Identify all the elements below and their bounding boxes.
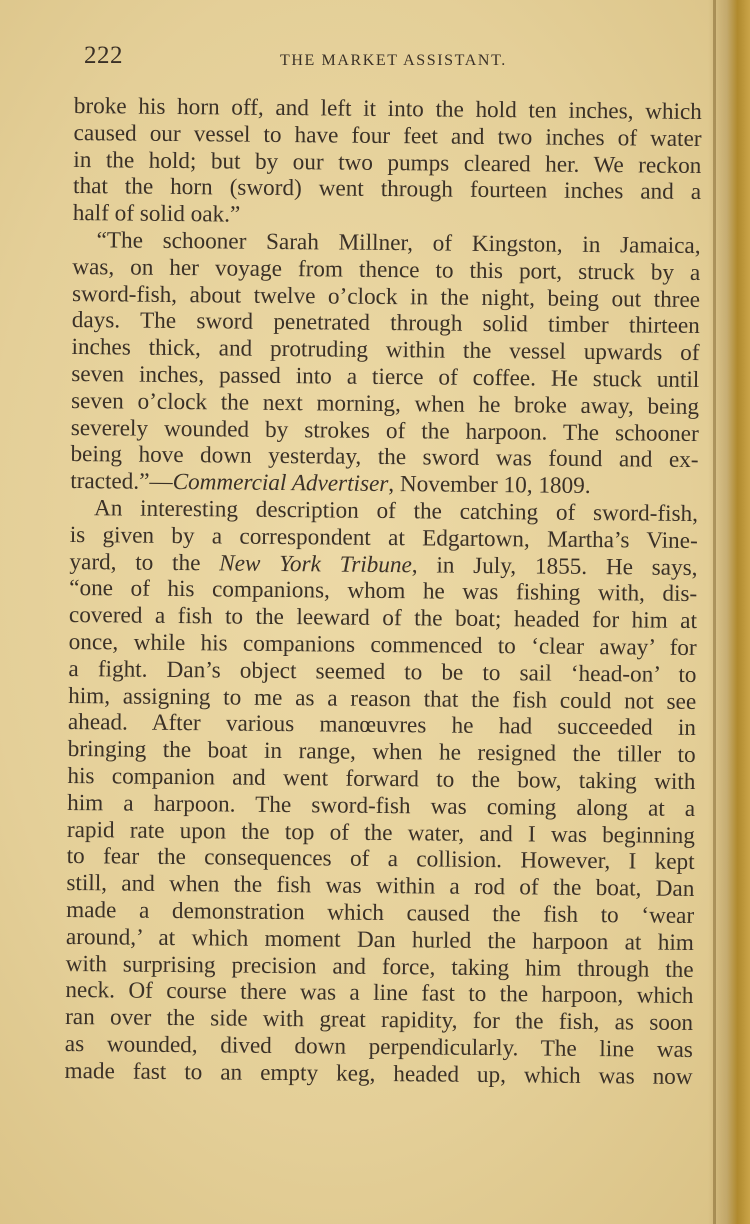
text-line: ran over the side with great rapidity, for the fish, as soon — [65, 1004, 694, 1037]
text-line: made a demonstration which caused the fish to ‘wear — [66, 896, 695, 929]
text-run: yard, to the — [69, 548, 220, 576]
page-number: 222 — [84, 42, 123, 69]
text-line: caused our vessel to have four feet and two inches of water — [73, 119, 702, 152]
italic-title: Commercial Advertiser — [172, 469, 389, 498]
text-line: ahead. After various manœuvres he had succeeded in — [67, 709, 697, 742]
text-run: , November 10, 1809. — [388, 471, 591, 500]
text-line: half of solid oak.” — [72, 200, 241, 228]
page-header — [84, 42, 704, 78]
text-line: in the hold; but by our two pumps cleared her. We reckon — [73, 146, 702, 179]
text-line: broke his horn off, and left it into the hold ten inches, which — [73, 93, 702, 126]
text-run: tracted.”— — [70, 468, 173, 496]
italic-title: New York Tribune — [219, 549, 412, 578]
text-line: that the horn (sword) went through fourteen inches and a — [72, 173, 702, 206]
text-line: An interesting description of the catching of sword-fish, — [93, 495, 699, 527]
text-line: “The schooner Sarah Millner, of Kingston, in Jamaica, — [96, 227, 701, 260]
text-line: inches thick, and protruding within the vessel upwards of — [71, 334, 700, 367]
text-line: a fight. Dan’s object seemed to be to sail ‘head-on’ to — [68, 655, 697, 688]
text-line: once, while his companions commenced to ‘clear away’ for — [68, 628, 697, 661]
text-line: “one of his companions, whom he was fishing with, dis- — [69, 575, 698, 608]
text-line: seven o’clock the next morning, when he broke away, being — [70, 387, 700, 420]
text-run: , in July, 1855. He says, — [411, 551, 698, 581]
running-title: THE MARKET ASSISTANT. — [280, 52, 507, 69]
page-edge — [713, 0, 716, 1224]
text-line: as wounded, dived down perpendicularly. The line was — [64, 1030, 693, 1063]
text-line: with surprising precision and force, taking him through the — [65, 950, 694, 983]
text-line: sword-fish, about twelve o’clock in the night, being out three — [71, 280, 701, 313]
text-line: him a harpoon. The sword-fish was coming along at a — [67, 789, 696, 822]
text-line: being hove down yesterday, the sword was found and ex- — [70, 441, 699, 474]
text-line: severely wounded by strokes of the harpoon. The schooner — [70, 414, 699, 447]
text-line: still, and when the fish was within a rod of the boat, Dan — [66, 870, 695, 903]
text-line: him, assigning to me as a reason that the fish could not see — [68, 682, 697, 715]
text-line: covered a fish to the leeward of the boat; headed for him at — [68, 602, 698, 635]
body-text — [64, 93, 701, 1090]
text-line: made fast to an empty keg, headed up, which was now — [64, 1057, 693, 1090]
text-line: rapid rate upon the top of the water, and I was beginning — [66, 816, 696, 849]
text-line: neck. Of course there was a line fast to the harpoon, which — [65, 977, 694, 1010]
text-line: to fear the consequences of a collision. However, I kept — [66, 843, 695, 876]
text-line: his companion and went forward to the bow, taking with — [67, 762, 696, 795]
text-line: bringing the boat in range, when he resigned the tiller to — [67, 736, 696, 769]
text-line: was, on her voyage from thence to this port, struck by a — [72, 253, 701, 286]
text-line: around,’ at which moment Dan hurled the harpoon at him — [65, 923, 694, 956]
text-line: seven inches, passed into a tierce of coffee. He stuck until — [71, 360, 700, 393]
text-line: days. The sword penetrated through solid timber thirteen — [71, 307, 700, 340]
text-line: is given by a correspondent at Edgartown, Martha’s Vine- — [69, 521, 698, 554]
